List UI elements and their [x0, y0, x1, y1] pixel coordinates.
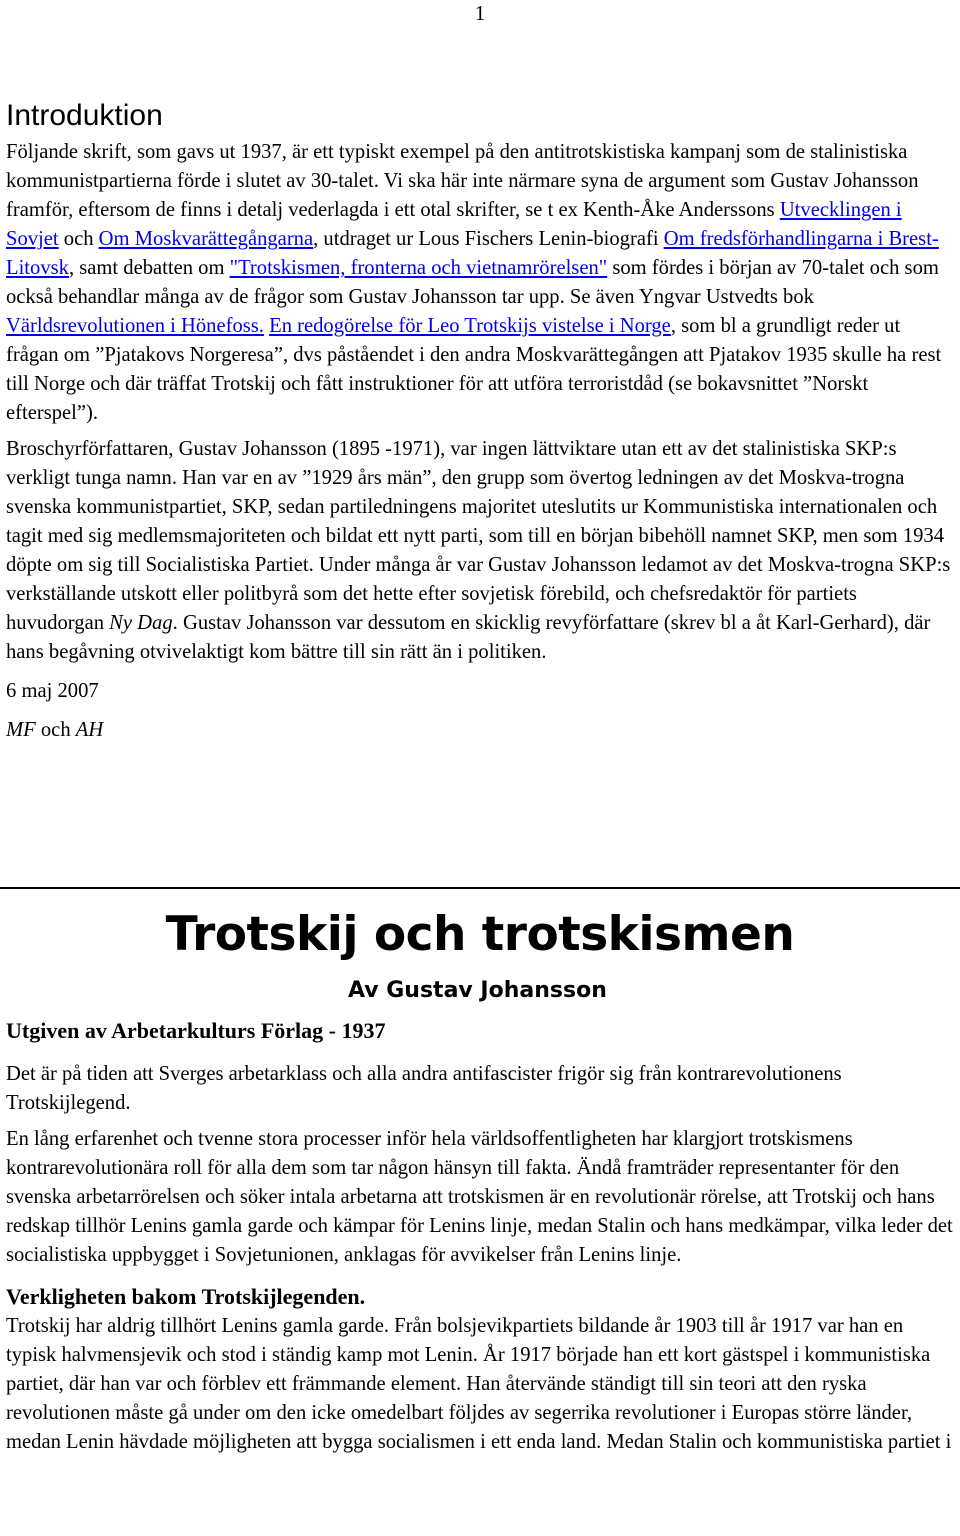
page-number: 1: [474, 1, 486, 25]
intro-p2-text-1: Broschyrförfattaren, Gustav Johansson (1895 -1971), var ingen lättviktare utan ett av det stalinistiska SKP:s verkligt tunga namn. Han var en av ”1929 års män”, den grupp som övertog ledningen av det Moskva-trogna svenska kommunistpartiet, SKP, sedan partiledningens majoritet uteslutits ur Kommunistiska internationalen och tagit med sig medlemsmajoriteten och bildat ett nytt parti, som till en början bibehöll namnet SKP, men som 1934 döpte om sig till Socialistiska Partiet. Under många år var Gustav Johansson ledamot av det Moskva-trogna SKP:s verkställande utskott eller politbyrå som det hette efter sovjetisk förebild, och chefsredaktör för partiets huvudorgan: [6, 438, 951, 634]
publisher-line: Utgiven av Arbetarkulturs Förlag - 1937: [6, 1018, 386, 1043]
link-varldsrevolutionen[interactable]: Världsrevolutionen i Hönefoss.: [6, 315, 264, 337]
main-text-section: [6, 1060, 954, 1457]
intro-text-7: , som bl a grundligt reder ut frågan om ”Pjatakovs Norgeresa”, dvs påståendet i den andra Moskvarättegången att Pjatakov 1935 skulle ha rest till Norge och där träffat Trotskij och fått instruktioner för att utföra terroristdåd (se bokavsnittet ”Norskt efterspel”).: [6, 315, 942, 424]
document-title: Trotskij och trotskismen: [165, 907, 795, 962]
intro-text-5: som fördes i början av 70-talet och som också behandlar många av de frågor som Gustav Johansson tar upp. Se även Yngvar Ustvedts bok: [6, 257, 939, 308]
horizontal-divider: [0, 887, 960, 889]
intro-signature: [6, 716, 954, 745]
main-paragraph-2: En lång erfarenhet och tvenne stora processer inför hela världsoffentligheten har klargjort trotskismens kontrarevolutionära roll för alla dem som tar någon hänsyn till fakta. Ändå framträder representanter för den svenska arbetarrörelsen och söker intala arbetarna att trotskismen är en revolutionär rörelse, att Trotskij och hans redskap tillhör Lenins gamla garde och kämpar för Lenins linje, medan Stalin och hans medkämpar, vilka leder det socialistiska uppbygget i Sovjetunionen, anklagas för avvikelser från Lenins linje.: [6, 1128, 953, 1266]
intro-heading: Introduktion: [6, 99, 163, 132]
intro-text-1: Följande skrift, som gavs ut 1937, är ett typiskt exempel på den antitrotskistiska kampanj som de stalinistiska kommunistpartierna förde i slutet av 30-talet. Vi ska här inte närmare syna de argument som Gustav Johansson framför, eftersom de finns i detalj vederlagda i ett otal skrifter, se t ex Kenth-Åke Anderssons: [6, 141, 919, 221]
signature-mf: MF: [6, 719, 36, 741]
intro-text-4: , samt debatten om: [68, 257, 230, 279]
intro-paragraph-2: [6, 435, 954, 667]
intro-text-3: , utdraget ur Lous Fischers Lenin-biografi: [313, 228, 664, 250]
main-paragraph-3: Trotskij har aldrig tillhört Lenins gamla garde. Från bolsjevikpartiets bildande år 1903 till år 1917 var han en typisk halvmensjevik och stod i ständig kamp mot Lenin. År 1917 började han ett kort gästspel i kommunistiska partiet, där han var och förblev ett främmande element. Han återvände ständigt till sin teori att den ryska revolutionen måste gå under om den icke omedelbart följdes av segerrika revolutioner i Europas större länder, medan Lenin hävdade möjligheten att bygga socialismen i ett enda land. Medan Stalin och kommunistiska partiet i: [6, 1315, 952, 1453]
subheading: Verkligheten bakom Trotskijlegenden.: [6, 1284, 366, 1309]
link-brest-litovsk[interactable]: Om fredsförhandlingarna i Brest-Litovsk: [6, 228, 939, 279]
signature-och: och: [35, 719, 76, 741]
intro-p2-text-2: . Gustav Johansson var dessutom en skicklig revyförfattare (skrev bl a åt Karl-Gerhard), där hans begåvning otvivelaktigt kom bättre till sin rätt än i politiken.: [6, 612, 931, 663]
link-trotskismen-fronterna[interactable]: "Trotskismen, fronterna och vietnamrörelsen": [229, 257, 608, 279]
introduction-section: [6, 96, 954, 745]
link-utvecklingen-i-sovjet[interactable]: Utvecklingen i Sovjet: [6, 199, 902, 250]
link-trotskijs-vistelse-i-norge[interactable]: En redogörelse för Leo Trotskijs vistelse i Norge: [269, 315, 671, 337]
intro-date: 6 maj 2007: [6, 680, 99, 702]
intro-text-2: och: [58, 228, 99, 250]
newspaper-title: Ny Dag: [109, 612, 173, 634]
signature-ah: AH: [75, 719, 104, 741]
document-author: Av Gustav Johansson: [348, 978, 607, 1003]
link-om-moskvarattegangarna[interactable]: Om Moskvarättegångarna: [98, 228, 314, 250]
intro-paragraph-1: [6, 138, 954, 428]
main-paragraph-1: Det är på tiden att Sverges arbetarklass och alla andra antifascister frigör sig från kontrarevolutionens Trotskijlegend.: [6, 1063, 842, 1114]
